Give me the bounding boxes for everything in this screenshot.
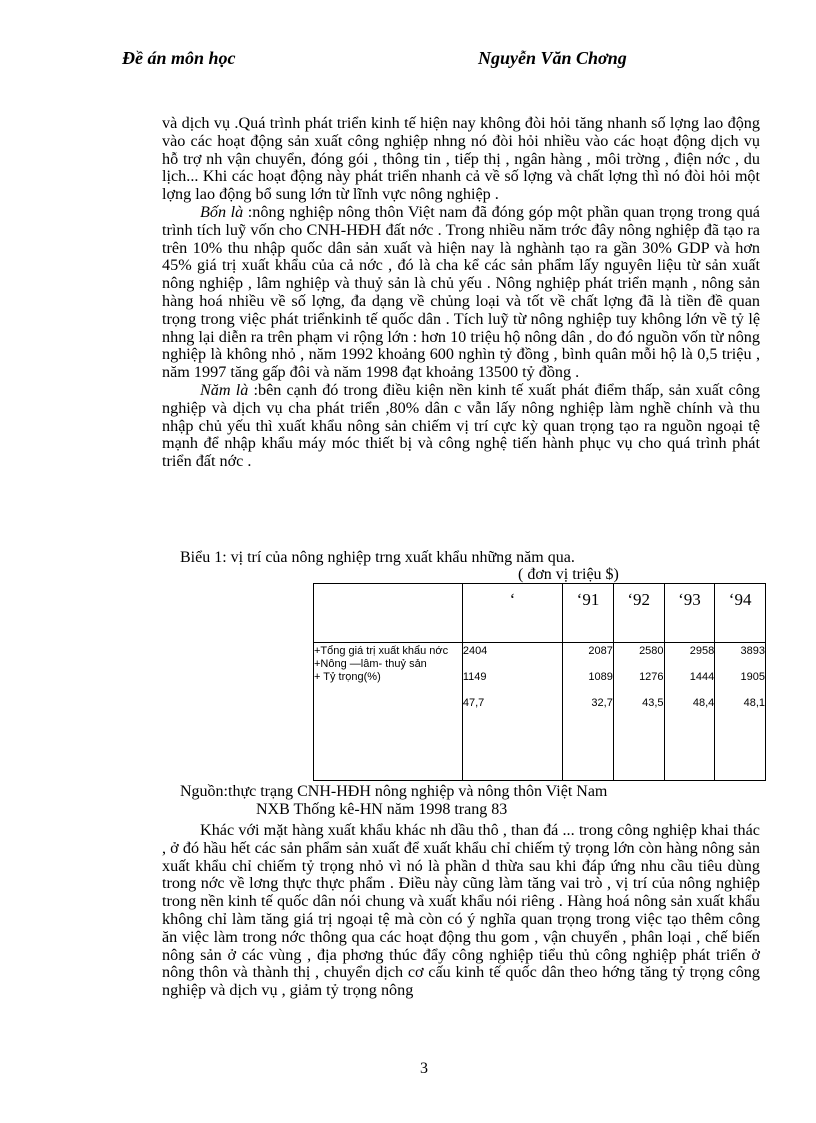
table-cell: 2087: [588, 645, 613, 657]
paragraph-3-text: :bên cạnh đó trong điều kiện nền kinh tế xuất phát điểm thấp, sản xuất công nghiệp và dịch vụ cha phát triển ,80% dân c vẫn lấy nông nghiệp làm nghề chính và thu nhập chủ yếu thì xuất khẩu nông sản chiếm vị trí cực kỳ quan trọng tạo ra nguồn ngoại tệ mạnh để nhập khẩu máy móc thiết bị và công nghệ tiến hành phục vụ cho quá trình phát triển đất nớc .: [162, 380, 760, 471]
paragraph-2: [162, 204, 760, 382]
table-cell: 1149: [462, 671, 487, 683]
table-cell: 32,7: [591, 697, 613, 709]
export-data-table: [313, 583, 766, 781]
table-header-row: [314, 584, 766, 643]
table-col-94: [715, 643, 766, 781]
source-line-2: NXB Thống kê-HN năm 1998 trang 83: [256, 801, 508, 818]
table-cell: 1089: [588, 671, 613, 683]
table-header-cell-3: ‘92: [613, 584, 664, 643]
table-header-cell-4: ‘93: [664, 584, 715, 643]
table-col-93: [664, 643, 715, 781]
row-label-share: + Tỷ trọng(%): [314, 671, 381, 683]
table-col-first: [462, 643, 562, 781]
table-col-91: [563, 643, 614, 781]
paragraph-3-lead: Năm là: [200, 380, 249, 399]
table-col-92: [613, 643, 664, 781]
paragraph-3: [162, 382, 760, 471]
table-cell: 1276: [639, 671, 664, 683]
header-course-title: Đề án môn học: [122, 48, 236, 68]
paragraph-4: Khác với mặt hàng xuất khẩu khác nh dầu thô , than đá ... trong công nghiệp khai thác , ở đó hầu hết các sản phẩm sản xuất để xuất khẩu chỉ chiếm tỷ trọng lớn còn hàng nông sản xuất khẩu chỉ chiếm tỷ trọng nhỏ vì nó là phần d thừa sau khi đáp ứng nhu cầu tiêu dùng trong nớc về lơng thực thực phẩm . Điều này cũng làm tăng vai trò , vị trí của nông nghiệp trong nền kinh tế quốc dân nói chung và xuất khẩu nói riêng . Hàng hoá nông sản xuất khẩu không chỉ làm tăng giá trị ngoại tệ mà còn có ý nghĩa quan trọng trong việc tạo thêm công ăn việc làm trong nớc thông qua các hoạt động thu gom , vận chuyển , phân loại , chế biến nông sản ở các vùng , địa phơng thúc đẩy công nghiệp tiểu thủ công nghiệp phát triển ở nông thôn và thành thị , chuyển dịch cơ cấu kinh tế quốc dân theo hớng tăng tỷ trọng công nghiệp và dịch vụ , giảm tỷ trọng nông: [162, 821, 760, 1000]
paragraph-1: [162, 115, 760, 204]
table-cell: 2404: [462, 645, 488, 657]
page-number: 3: [420, 1060, 428, 1077]
row-label-agri: +Nông —lâm- thuỷ sản: [314, 658, 427, 670]
paragraph-1-text: và dịch vụ .Quá trình phát triển kinh tế hiện nay không đòi hỏi tăng nhanh số lợng lao động vào các hoạt động sản xuất công nghiệp nhng nó đòi hỏi nhiều vào các hoạt động dịch vụ hỗ trợ nh vận chuyển, đóng gói , thông tin , tiếp thị , ngân hàng , môi trờng , điện nớc , du lịch... Khi các hoạt động này phát triển nhanh cả về số lợng và chất lợng thì nó đòi hỏi một lợng lao động bổ sung lớn từ lĩnh vực nông nghiệp .: [162, 114, 760, 204]
table-cell: 43,5: [642, 697, 664, 709]
table-caption: Biểu 1: vị trí của nông nghiệp trng xuất khẩu những năm qua.: [180, 549, 575, 566]
table-row-labels: [314, 643, 463, 781]
table-unit-note: ( đơn vị triệu $): [518, 566, 619, 583]
table-cell: 3893: [740, 645, 765, 657]
body-text-top: [162, 115, 760, 471]
table-cell: 2958: [689, 645, 715, 657]
table-header-cell-5: ‘94: [715, 584, 766, 643]
source-line-1: Nguồn:thực trạng CNH-HĐH nông nghiệp và nông thôn Việt Nam: [180, 783, 608, 800]
table-cell: 48,1: [743, 697, 765, 709]
table-cell: 1444: [689, 671, 715, 683]
table-row: [314, 643, 766, 781]
paragraph-2-lead: Bốn là: [200, 202, 244, 221]
header-author-name: Nguyễn Văn Chơng: [478, 48, 627, 68]
table-source: [180, 783, 607, 819]
table-header-cell-2: ‘91: [563, 584, 614, 643]
table-cell: 1905: [740, 671, 765, 683]
body-text-bottom: [162, 822, 760, 1000]
paragraph-2-text: :nông nghiệp nông thôn Việt nam đã đóng góp một phần quan trọng trong quá trình tích luỹ vốn cho CNH-HĐH đất nớc . Trong nhiều năm trớc đây nông nghiệp đã tạo ra trên 10% thu nhập quốc dân sản xuất và hiện nay là nghành tạo ra gần 30% GDP và hơn 45% giá trị xuất khẩu của cả nớc , đó là cha kể các sản phẩm lấy nguyên liệu từ sản xuất nông nghiệp , lâm nghiệp và thuỷ sản là chủ yếu . Nông nghiệp phát triển mạnh , nông sản hàng hoá nhiều về số lợng, đa dạng về chủng loại và tốt về chất lợng đã là tiền đề quan trọng trong việc phát triểnkinh tế quốc dân . Tích luỹ từ nông nghiệp tuy không lớn về tỷ lệ nhng lại diễn ra trên phạm vi rộng lớn : hơn 10 triệu hộ nông dân , do đó nguồn vốn từ nông nghiệp là không nhỏ , năm 1992 khoảng 600 nghìn tỷ đồng , bình quân mỗi hộ là 0,5 triệu , năm 1997 tăng gấp đôi và năm 1998 đạt khoảng 13500 tỷ đồng .: [162, 202, 760, 382]
table-header-cell-0: [314, 584, 463, 643]
row-label-total: +Tổng giá trị xuất khẩu nớc: [314, 645, 449, 657]
table-header-cell-1: ‘: [462, 584, 562, 643]
table-cell: 48,4: [692, 697, 715, 709]
table-cell: 47,7: [462, 697, 485, 709]
table-cell: 2580: [639, 645, 664, 657]
